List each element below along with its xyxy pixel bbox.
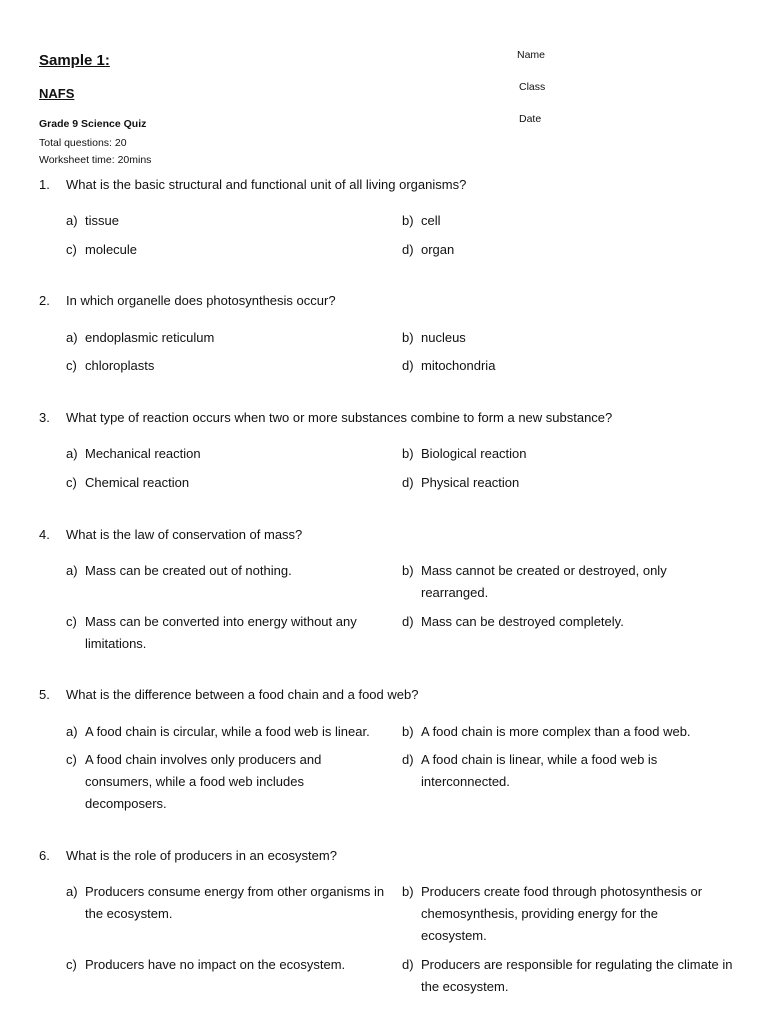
question-number: 4. (39, 527, 50, 542)
option-1d (402, 239, 732, 261)
option-letter: b) (402, 563, 414, 578)
question-text: What is the law of conservation of mass? (66, 527, 303, 542)
option-letter: d) (402, 957, 414, 972)
option-text: Mass can be destroyed completely. (421, 614, 624, 629)
option-text: Mass cannot be created or destroyed, only rearranged. (421, 563, 667, 600)
option-letter: a) (66, 446, 78, 461)
sample-heading: Sample 1: (39, 52, 110, 69)
option-letter: c) (66, 752, 77, 767)
question-2 (39, 293, 336, 308)
option-5d (402, 749, 687, 793)
option-5b (402, 721, 732, 743)
question-number: 5. (39, 687, 50, 702)
option-text: Chemical reaction (85, 475, 190, 490)
option-text: Producers are responsible for regulating the climate in the ecosystem. (421, 957, 733, 994)
option-letter: a) (66, 563, 78, 578)
option-text: A food chain is more complex than a food web. (421, 724, 691, 739)
option-letter: a) (66, 213, 78, 228)
option-text: chloroplasts (85, 358, 155, 373)
option-1b (402, 210, 732, 232)
option-letter: b) (402, 884, 414, 899)
option-text: endoplasmic reticulum (85, 330, 215, 345)
option-2c (66, 355, 396, 377)
question-text: What is the role of producers in an ecosystem? (66, 848, 337, 863)
option-2b (402, 327, 732, 349)
option-text: Mechanical reaction (85, 446, 201, 461)
option-letter: b) (402, 446, 414, 461)
option-4d (402, 611, 732, 633)
option-text: nucleus (421, 330, 466, 345)
option-letter: c) (66, 614, 77, 629)
option-letter: a) (66, 884, 78, 899)
question-number: 1. (39, 177, 50, 192)
option-letter: a) (66, 724, 78, 739)
option-text: A food chain involves only producers and consumers, while a food web includes decomposers. (85, 752, 322, 811)
school-name: NAFS (39, 86, 75, 101)
option-4c (66, 611, 376, 655)
option-letter: b) (402, 330, 414, 345)
quiz-title: Grade 9 Science Quiz (39, 118, 147, 130)
option-letter: a) (66, 330, 78, 345)
option-letter: b) (402, 213, 414, 228)
option-letter: c) (66, 358, 77, 373)
option-letter: d) (402, 358, 414, 373)
option-6d (402, 954, 737, 998)
option-letter: d) (402, 242, 414, 257)
question-text: What is the basic structural and functional unit of all living organisms? (66, 177, 467, 192)
option-text: Mass can be converted into energy without any limitations. (85, 614, 357, 651)
option-3c (66, 472, 396, 494)
option-3a (66, 443, 396, 465)
option-1c (66, 239, 396, 261)
option-text: A food chain is circular, while a food web is linear. (85, 724, 370, 739)
option-text: A food chain is linear, while a food web is interconnected. (421, 752, 658, 789)
option-text: Producers create food through photosynthesis or chemosynthesis, providing energy for the ecosystem. (421, 884, 703, 943)
option-letter: c) (66, 957, 77, 972)
option-text: Producers consume energy from other organisms in the ecosystem. (85, 884, 385, 921)
option-letter: c) (66, 242, 77, 257)
option-4b (402, 560, 702, 604)
option-2d (402, 355, 732, 377)
option-6a (66, 881, 401, 925)
option-text: cell (421, 213, 441, 228)
question-number: 3. (39, 410, 50, 425)
option-3b (402, 443, 732, 465)
option-text: mitochondria (421, 358, 496, 373)
option-6b (402, 881, 722, 947)
option-letter: d) (402, 614, 414, 629)
option-text: tissue (85, 213, 119, 228)
option-text: Physical reaction (421, 475, 520, 490)
option-letter: b) (402, 724, 414, 739)
name-label: Name (517, 49, 546, 61)
question-text: What type of reaction occurs when two or more substances combine to form a new substance? (66, 410, 613, 425)
question-number: 2. (39, 293, 50, 308)
question-text: What is the difference between a food chain and a food web? (66, 687, 419, 702)
option-4a (66, 560, 396, 582)
question-text: In which organelle does photosynthesis occur? (66, 293, 336, 308)
option-text: molecule (85, 242, 138, 257)
question-4 (39, 527, 302, 542)
option-letter: d) (402, 475, 414, 490)
date-label: Date (519, 113, 542, 125)
option-text: Biological reaction (421, 446, 527, 461)
option-text: Mass can be created out of nothing. (85, 563, 292, 578)
option-letter: c) (66, 475, 77, 490)
class-label: Class (519, 81, 546, 93)
question-1 (39, 177, 466, 192)
option-text: organ (421, 242, 455, 257)
option-3d (402, 472, 732, 494)
option-text: Producers have no impact on the ecosystem. (85, 957, 346, 972)
option-1a (66, 210, 396, 232)
question-3 (39, 410, 612, 425)
option-5c (66, 749, 341, 815)
option-5a (66, 721, 401, 743)
option-2a (66, 327, 396, 349)
option-6c (66, 954, 396, 976)
worksheet-time: Worksheet time: 20mins (39, 154, 152, 166)
option-letter: d) (402, 752, 414, 767)
question-5 (39, 687, 418, 702)
question-6 (39, 848, 337, 863)
total-questions: Total questions: 20 (39, 137, 127, 149)
question-number: 6. (39, 848, 50, 863)
